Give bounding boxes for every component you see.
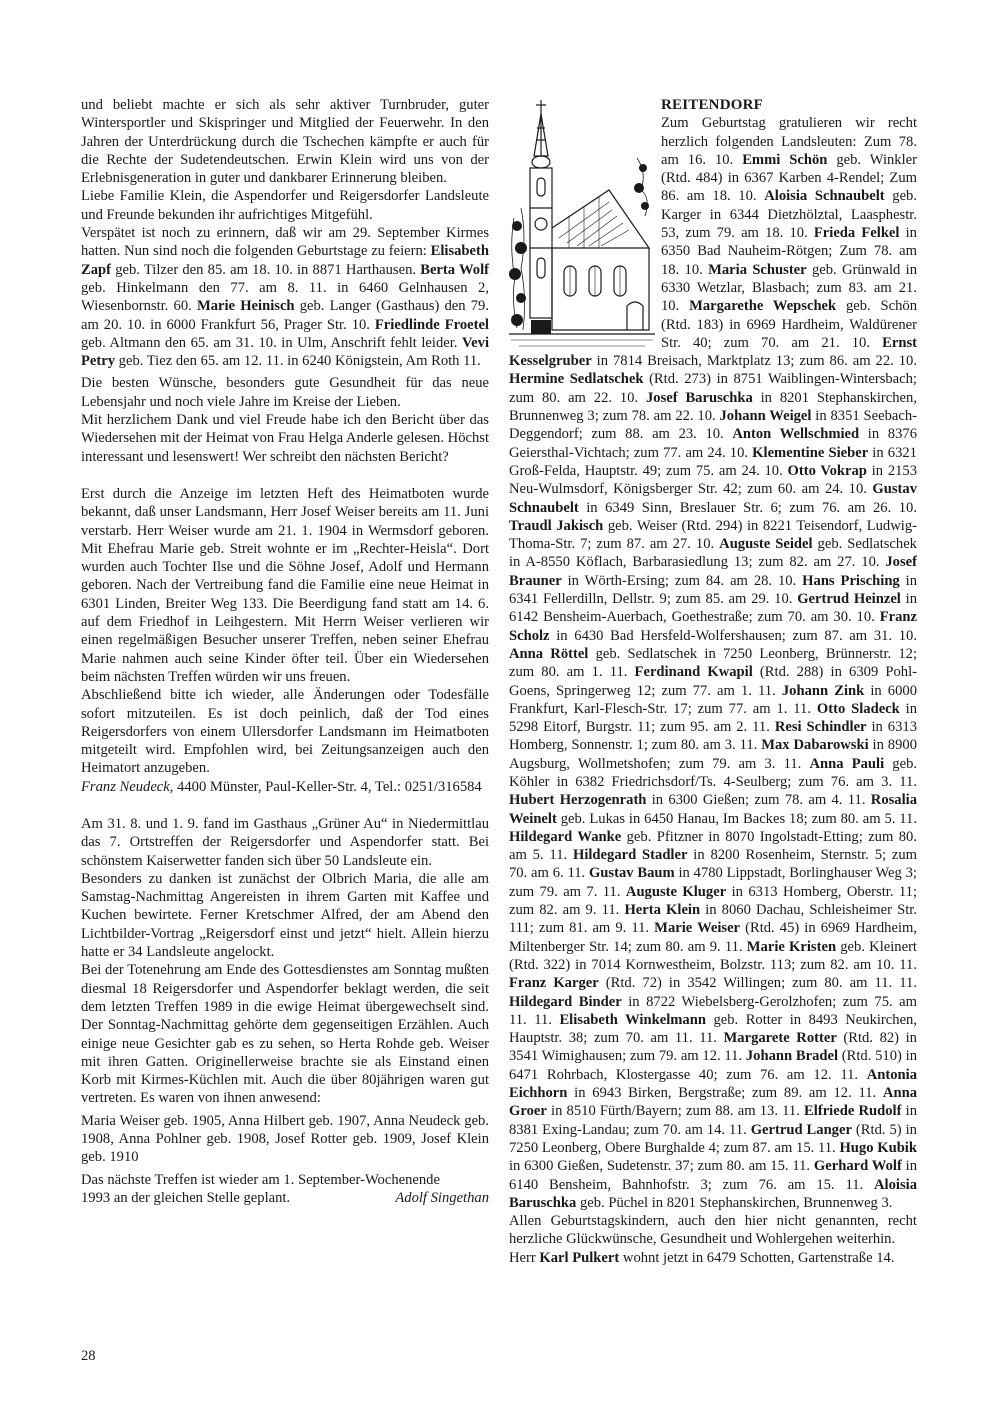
- person-name: Elisabeth Winkelmann: [559, 1011, 706, 1028]
- paragraph-closing-wishes: Allen Geburtstagskindern, auch den hier nicht genannten, recht herzliche Glückwünsche, Gesundheit und Wohlergehen weiterhin.: [509, 1213, 917, 1248]
- person-name: Anna Röttel: [509, 645, 589, 662]
- person-name: Franz Karger: [509, 975, 599, 992]
- paragraph-thanks: Mit herzlichem Dank und viel Freude habe ich den Bericht über das Wiedersehen mit der Heimat von Frau Helga Anderle gelesen. Höchst interessant und lesenswert! Wer schreibt den nächsten Bericht?: [81, 412, 489, 465]
- birthday-entry-text: in 8201 Stephanskirchen, Brunnenweg 3; zum 78. am 22. 10.: [509, 389, 917, 425]
- person-name: Resi Schindler: [774, 719, 867, 736]
- birthday-entry-text: geb. Grünwald in 6330 Wetzlar, Blasbach; zum 83. am 21. 10.: [661, 261, 917, 315]
- birthday-entry-text: in 6142 Bensheim-Auerbach, Goethestraße; zum 70. am 30. 10.: [509, 591, 917, 626]
- birthday-entry-text: in 2153 Neu-Wulmsdorf, Königsberger Str. 42; zum 60. am 24. 10.: [509, 462, 918, 498]
- left-column: [81, 96, 489, 1207]
- birthday-entry-text: (Rtd. 72) in 3542 Willingen; zum 80. am 11. 11.: [598, 975, 917, 992]
- birthday-entry-text: geb. Rotter in 8493 Neukirchen, Hauptstr. 38; zum 70. am 11. 11.: [509, 1011, 917, 1047]
- person-name: Klementine Sieber: [752, 444, 869, 461]
- page-number: 28: [81, 1348, 96, 1364]
- person-name: Berta Wolf: [420, 261, 489, 278]
- person-name: Max Dabarowski: [761, 737, 869, 754]
- right-column: [509, 96, 917, 1267]
- person-name: Hermine Sedlatschek: [509, 371, 644, 388]
- person-name: Herta Klein: [624, 902, 701, 919]
- person-name: Franz Scholz: [509, 609, 917, 644]
- person-name: Otto Vokrap: [787, 462, 867, 479]
- birthday-entry-text: in 4780 Lippstadt, Borlinghauser Weg 3; zum 79. am 7. 11.: [509, 865, 917, 900]
- paragraph-kirmes-birthdays: Verspätet ist noch zu erinnern, daß wir am 29. September Kirmes hatten. Nun sind noch die folgenden Geburtstage zu feiern: Elisabeth Zapf geb. Tilzer den 85. am 18. 10. in 8871 Harthausen. Berta Wolf geb. Hinkelmann den 77. am 8. 11. in 6460 Gelnhausen 2, Wiesenbornstr. 60. Marie Heinisch geb. Langer (Gasthaus) den 79. am 20. 10. in 6000 Frankfurt 56, Prager Str. 10. Friedlinde Froetel geb. Altmann den 65. am 31. 10. in Ulm, Anschrift fehlt leider. Vevi Petry geb. Tiez den 65. am 12. 11. in 6240 Königstein, Am Roth 11.: [81, 225, 489, 370]
- birthday-entry-text: (Rtd. 288) in 6309 Pohl-Goens, Springerweg 12; zum 77. am 1. 11.: [509, 664, 918, 699]
- birthday-entry-text: in 8722 Wiebelsberg-Gerolzhofen; zum 75. am 11. 11.: [509, 993, 917, 1028]
- paragraph-thanks-olbrich: Besonders zu danken ist zunächst der Olbrich Maria, die alle am Samstag-Nachmittag Angereisten in ihrem Garten mit Kaffee und Kuchen bewirtete. Ferner Kretschmer Alfred, der am Abend den Lichtbilder-Vortrag „Reigersdorf einst und jetzt“ hielt. Allein hierzu hatte er 34 Landsleute angelockt.: [81, 870, 489, 961]
- paragraph-condolence: Liebe Familie Klein, die Aspendorfer und Reigersdorfer Landsleute und Freunde bekunden ihr aufrichtiges Mitgefühl.: [81, 188, 489, 223]
- birthday-entry-text: (Rtd. 273) in 8751 Waiblingen-Wintersbach; zum 80. am 22. 10.: [509, 371, 917, 406]
- birthday-entry-text: (Rtd. 5) in 7250 Leonberg, Obere Burghalde 4; zum 87. am 15. 11.: [509, 1121, 917, 1156]
- birthday-entry-text: in 5298 Eitorf, Burgstr. 11; zum 95. am 2. 11.: [509, 700, 918, 736]
- person-name: Hubert Herzogenrath: [509, 792, 647, 809]
- section-heading-reitendorf: REITENDORF: [661, 97, 764, 113]
- birthday-entry-text: in 6943 Birken, Bergstraße; zum 89. am 12. 11.: [567, 1085, 883, 1102]
- person-name: Hildegard Binder: [509, 993, 622, 1010]
- birthday-entry-text: geb. Schön (Rtd. 183) in 6969 Hardheim, Waldürener Str. 40; zum 70. am 21. 10.: [661, 298, 917, 351]
- birthday-entry-text: in Wörth-Ersing; zum 84. am 28. 10.: [561, 572, 803, 589]
- person-name: Auguste Kluger: [625, 883, 727, 900]
- birthday-entry-text: in 8376 Geiersthal-Vichtach; zum 77. am 24. 10.: [509, 426, 917, 461]
- birthday-entry-text: in 6341 Fellerdilln, Dellstr. 9; zum 85. am 29. 10.: [509, 572, 918, 608]
- birthday-entry-text: geb. Sedlatschek in 7250 Leonberg, Brünnerstr. 12; zum 80. am 1. 11.: [509, 645, 917, 681]
- paragraph-wishes: Die besten Wünsche, besonders gute Gesundheit für das neue Lebensjahr und noch viele Jahre im Kreise der Lieben.: [81, 375, 489, 410]
- paragraph-new-address: Herr Karl Pulkert wohnt jetzt in 6479 Schotten, Gartenstraße 14.: [509, 1249, 895, 1266]
- birthday-entry-text: in 6313 Homberg, Sonnenstr. 1; zum 80. am 3. 11.: [509, 719, 917, 754]
- paragraph-ortstreffen: Am 31. 8. und 1. 9. fand im Gasthaus „Grüner Au“ in Niedermittlau das 7. Ortstreffen der Reigersdorfer und Aspendorfer statt. Bei schönstem Kaiserwetter fanden sich über 50 Landsleute ein.: [81, 815, 489, 869]
- person-name: Friedlinde Froetel: [374, 316, 489, 333]
- birthday-entry-text: in 6430 Bad Hersfeld-Wolfershausen; zum 87. am 31. 10.: [549, 627, 917, 644]
- author-signature-singethan: Adolf Singethan: [395, 1189, 489, 1206]
- birthday-entry-text: in 6140 Bensheim, Bahnhofstr. 3; zum 76. am 15. 11.: [509, 1158, 917, 1193]
- person-name: Otto Sladeck: [816, 700, 900, 717]
- person-name: Ernst Kesselgruber: [509, 334, 917, 370]
- person-name: Ferdinand Kwapil: [634, 664, 753, 681]
- birthday-entry-text: geb. Winkler (Rtd. 484) in 6367 Karben 4-Rendel; Zum 86. am 18. 10.: [661, 151, 917, 205]
- birthday-entry-text: in 6300 Gießen; zum 78. am 4. 11.: [646, 792, 871, 809]
- paragraph-next-meeting: Das nächste Treffen ist wieder am 1. September-Wochenende 1993 an der gleichen Stelle geplant. Adolf Singethan: [81, 1171, 489, 1206]
- person-name: Hans Prisching: [802, 572, 900, 589]
- person-name: Margarethe Wepschek: [689, 298, 837, 315]
- person-name: Aloisia Baruschka: [509, 1176, 917, 1211]
- birthday-entry-text: in 8351 Seebach-Deggendorf; zum 88. am 23. 10.: [509, 408, 917, 443]
- person-name: Rosalia Weinelt: [509, 792, 917, 827]
- birthday-entry-text: in 6350 Bad Nauheim-Rötgen; Zum 78. am 18. 10.: [661, 225, 917, 278]
- person-name: Frieda Felkel: [813, 225, 900, 242]
- person-name: Josef Brauner: [509, 554, 917, 589]
- person-name: Gustav Baum: [588, 865, 675, 882]
- person-name: Gertrud Heinzel: [797, 591, 901, 608]
- person-name: Johann Zink: [781, 682, 865, 699]
- person-name: Emmi Schön: [742, 151, 828, 168]
- person-name: Gerhard Wolf: [813, 1158, 902, 1175]
- birthday-entry-text: in 8510 Fürth/Bayern; zum 88. am 13. 11.: [546, 1103, 805, 1120]
- birthday-entry-text: in 8060 Dachau, Schleisheimer Str. 111; zum 81. am 9. 11.: [509, 902, 917, 937]
- author-signature-neudeck: Franz Neudeck, 4400 Münster, Paul-Keller-Str. 4, Tel.: 0251/316584: [81, 778, 482, 795]
- birthday-entry-text: in 6313 Homberg, Oberstr. 11; zum 82. am 9. 11.: [509, 883, 917, 919]
- person-name: Elisabeth Zapf: [81, 243, 489, 278]
- birthday-entry-text: geb. Lukas in 6450 Hanau, Im Backes 18; zum 80. am 5. 11.: [556, 810, 917, 827]
- person-name: Hildegard Stadler: [572, 847, 688, 864]
- church-illustration: [509, 98, 655, 350]
- person-name: Aloisia Schnaubelt: [764, 188, 885, 205]
- person-name: Johann Bradel: [745, 1048, 839, 1065]
- paragraph-totenehrung: Bei der Totenehrung am Ende des Gottesdienstes am Sonntag mußten diesmal 18 Reigersdorfer und Aspendorfer beklagt werden, die seit dem letzten Treffen 1989 in die ewige Heimat übergewechselt sind. Der Sonntag-Nachmittag gehörte dem gegenseitigen Erzählen. Auch einige neue Gesichter gab es zu sehen, so Herta Rohde geb. Weiser mit ihren Gatten. Originellerweise brachte sie als Einstand einen Korb mit Kirmes-Küchlen mit. Auch die über 80jährigen waren gut vertreten. Es waren von ihnen anwesend:: [81, 962, 489, 1107]
- person-name: Gustav Schnaubelt: [509, 481, 917, 516]
- birthday-entry-text: in 8900 Augsburg, Wollmetshofen; zum 79. am 3. 11.: [509, 737, 917, 772]
- paragraph-attendees: Maria Weiser geb. 1905, Anna Hilbert geb. 1907, Anna Neudeck geb. 1908, Anna Pohlner geb. 1908, Josef Rotter geb. 1909, Josef Klein geb. 1910: [81, 1112, 489, 1166]
- paragraph-weiser-obituary: Erst durch die Anzeige im letzten Heft des Heimatboten wurde bekannt, daß unser Landsmann, Herr Josef Weiser bereits am 11. Juni verstarb. Herr Weiser wurde am 21. 1. 1904 in Wermsdorf geboren. Mit Ehefrau Marie geb. Streit wohnte er im „Rechter-Heisla“. Dort wurden auch Tochter Ilse und die Söhne Josef, Adolf und Hermann geboren. Nach der Vertreibung fand die Familie eine neue Heimat in 6301 Linden, Breiter Weg 133. Die Beerdigung fand statt am 14. 6. auf dem Friedhof in Leihgestern. Mit Herrn Weiser verlieren wir einen regelmäßigen Besucher unserer Treffen, neben seiner Ehefrau Marie nahmen auch seine Kinder öfter teil. Über ein Wiedersehen beim nächsten Treffen würden wir uns freuen.: [81, 485, 489, 685]
- person-name: Anton Wellschmied: [732, 426, 860, 443]
- birthday-entry-text: geb. Karger in 6344 Dietzhölztal, Laasphestr. 53, zum 79. am 18. 10.: [661, 188, 917, 242]
- person-name: Maria Schuster: [708, 261, 807, 278]
- person-name: Anna Pauli: [809, 755, 885, 772]
- birthday-entry-text: geb. Köhler in 6382 Friedrichsdorf/Ts. 4-Seulberg; zum 76. am 3. 11.: [509, 755, 918, 790]
- person-name: Gertrud Langer: [750, 1121, 852, 1138]
- birthday-entry-text: geb. Kleinert (Rtd. 322) in 7014 Kornwestheim, Bolzstr. 113; zum 82. am 10. 11.: [509, 938, 917, 973]
- paragraph-request: Abschließend bitte ich wieder, alle Änderungen oder Todesfälle sofort mitzuteilen. Es ist doch peinlich, daß der Tod eines Reigersdorfers von einem Ullersdorfer Landsmann im Heimatboten mitgeteilt wird. Empfohlen wird, bei Zeitungsanzeigen auch den Heimatort anzugeben.: [81, 687, 489, 777]
- person-name: Antonia Eichhorn: [509, 1066, 917, 1102]
- birthday-list: Zum Geburtstag gratulieren wir recht herzlich folgenden Landsleuten: Zum 78. am 16. 10. Emmi Schön geb. Winkler (Rtd. 484) in 6367 Karben 4-Rendel; Zum 86. am 18. 10. Aloisia Schnaubelt geb. Karger in 6344 Dietzhölztal, Laasphestr. 53, zum 79. am 18. 10. Frieda Felkel in 6350 Bad Nauheim-Rötgen; Zum 78. am 18. 10. Maria Schuster geb. Grünwald in 6330 Wetzlar, Blasbach; zum 83. am 21. 10. Margarethe Wepschek geb. Schön (Rtd. 183) in 6969 Hardheim, Waldürener Str. 40; zum 70. am 21. 10. Ernst Kesselgruber in 7814 Breisach, Marktplatz 13; zum 86. am 22. 10. Hermine Sedlatschek (Rtd. 273) in 8751 Waiblingen-Wintersbach; zum 80. am 22. 10. Josef Baruschka in 8201 Stephanskirchen, Brunnenweg 3; zum 78. am 22. 10. Johann Weigel in 8351 Seebach-Deggendorf; zum 88. am 23. 10. Anton Wellschmied in 8376 Geiersthal-Vichtach; zum 77. am 24. 10. Klementine Sieber in 6321 Groß-Felda, Hauptstr. 49; zum 75. am 24. 10. Otto Vokrap in 2153 Neu-Wulmsdorf, Königsberger Str. 42; zum 60. am 24. 10. Gustav Schnaubelt in 6349 Sinn, Breslauer Str. 6; zum 76. am 26. 10. Traudl Jakisch geb. Weiser (Rtd. 294) in 8221 Teisendorf, Ludwig-Thoma-Str. 7; zum 87. am 27. 10. Auguste Seidel geb. Sedlatschek in A-8550 Köflach, Barbarasiedlung 13; zum 82. am 27. 10. Josef Brauner in Wörth-Ersing; zum 84. am 28. 10. Hans Prisching in 6341 Fellerdilln, Dellstr. 9; zum 85. am 29. 10. Gertrud Heinzel in 6142 Bensheim-Auerbach, Goethestraße; zum 70. am 30. 10. Franz Scholz in 6430 Bad Hersfeld-Wolfershausen; zum 87. am 31. 10. Anna Röttel geb. Sedlatschek in 7250 Leonberg, Brünnerstr. 12; zum 80. am 1. 11. Ferdinand Kwapil (Rtd. 288) in 6309 Pohl-Goens, Springerweg 12; zum 77. am 1. 11. Johann Zink in 6000 Frankfurt, Karl-Flesch-Str. 17; zum 77. am 1. 11. Otto Sladeck in 5298 Eitorf, Burgstr. 11; zum 95. am 2. 11. Resi Schindler in 6313 Homberg, Sonnenstr. 1; zum 80. am 3. 11. Max Dabarowski in 8900 Augsburg, Wollmetshofen; zum 79. am 3. 11. Anna Pauli geb. Köhler in 6382 Friedrichsdorf/Ts. 4-Seulberg; zum 76. am 3. 11. Hubert Herzogenrath in 6300 Gießen; zum 78. am 4. 11. Rosalia Weinelt geb. Lukas in 6450 Hanau, Im Backes 18; zum 80. am 5. 11. Hildegard Wanke geb. Pfitzner in 8070 Ingolstadt-Etting; zum 80. am 5. 11. Hildegard Stadler in 8200 Rosenheim, Sternstr. 5; zum 70. am 6. 11. Gustav Baum in 4780 Lippstadt, Borlinghauser Weg 3; zum 79. am 7. 11. Auguste Kluger in 6313 Homberg, Oberstr. 11; zum 82. am 9. 11. Herta Klein in 8060 Dachau, Schleisheimer Str. 111; zum 81. am 9. 11. Marie Weiser (Rtd. 45) in 6969 Hardheim, Miltenberger Str. 14; zum 80. am 9. 11. Marie Kristen geb. Kleinert (Rtd. 322) in 7014 Kornwestheim, Bolzstr. 113; zum 82. am 10. 11. Franz Karger (Rtd. 72) in 3542 Willingen; zum 80. am 11. 11. Hildegard Binder in 8722 Wiebelsberg-Gerolzhofen; zum 75. am 11. 11. Elisabeth Winkelmann geb. Rotter in 8493 Neukirchen, Hauptstr. 38; zum 70. am 11. 11. Margarete Rotter (Rtd. 82) in 3541 Wimighausen; zum 79. am 12. 11. Johann Bradel (Rtd. 510) in 6471 Rohrbach, Klostergasse 40; zum 76. am 12. 11. Antonia Eichhorn in 6943 Birken, Bergstraße; zum 89. am 12. 11. Anna Groer in 8510 Fürth/Bayern; zum 88. am 13. 11. Elfriede Rudolf in 8381 Exing-Landau; zum 70. am 14. 11. Gertrud Langer (Rtd. 5) in 7250 Leonberg, Obere Burghalde 4; zum 87. am 15. 11. Hugo Kubik in 6300 Gießen, Sudetenstr. 37; zum 80. am 15. 11. Gerhard Wolf in 6140 Bensheim, Bahnhofstr. 3; zum 76. am 15. 11. Aloisia Baruschka geb. Püchel in 8201 Stephanskirchen, Brunnenweg 3.: [509, 115, 918, 1211]
- person-name: Johann Weigel: [719, 408, 812, 425]
- birthday-entry-text: (Rtd. 82) in 3541 Wimighausen; zum 79. am 12. 11.: [509, 1030, 917, 1065]
- person-name: Elfriede Rudolf: [804, 1103, 902, 1120]
- birthday-entry-text: in 7814 Breisach, Marktplatz 13; zum 86. am 22. 10.: [591, 353, 917, 370]
- person-name: Margarete Rotter: [723, 1030, 837, 1047]
- birthday-entry-text: in 6349 Sinn, Breslauer Str. 6; zum 76. am 26. 10.: [578, 499, 917, 516]
- person-name: Marie Weiser: [654, 920, 741, 937]
- birthday-entry-text: geb. Pfitzner in 8070 Ingolstadt-Etting; zum 80. am 5. 11.: [509, 828, 917, 864]
- person-name: Anna Groer: [509, 1085, 917, 1120]
- person-name: Marie Heinisch: [196, 298, 295, 315]
- person-name: Traudl Jakisch: [509, 517, 604, 534]
- birthday-entry-text: in 8381 Exing-Landau; zum 70. am 14. 11.: [509, 1103, 918, 1138]
- birthday-entry-text: in 6321 Groß-Felda, Hauptstr. 49; zum 75. am 24. 10.: [509, 444, 917, 479]
- person-name: Hugo Kubik: [839, 1139, 917, 1156]
- person-name: Vevi Petry: [81, 334, 489, 370]
- birthday-entry-text: geb. Weiser (Rtd. 294) in 8221 Teisendorf, Ludwig-Thoma-Str. 7; zum 87. am 27. 10.: [509, 517, 917, 553]
- birthday-entry-text: in 8200 Rosenheim, Sternstr. 5; zum 70. am 6. 11.: [509, 847, 918, 882]
- person-name: Hildegard Wanke: [509, 828, 622, 845]
- birthday-entry-text: (Rtd. 510) in 6471 Rohrbach, Klostergasse 40; zum 76. am 12. 11.: [509, 1048, 917, 1083]
- birthday-entry-text: in 6300 Gießen, Sudetenstr. 37; zum 80. am 15. 11.: [509, 1158, 814, 1175]
- birthday-entry-text: geb. Sedlatschek in A-8550 Köflach, Barbarasiedlung 13; zum 82. am 27. 10.: [509, 536, 917, 571]
- person-name: Karl Pulkert: [539, 1249, 620, 1266]
- person-name: Josef Baruschka: [645, 389, 753, 406]
- birthday-entry-text: in 6000 Frankfurt, Karl-Flesch-Str. 17; zum 77. am 1. 11.: [509, 682, 917, 717]
- person-name: Marie Kristen: [746, 938, 837, 955]
- birthday-entry-text: (Rtd. 45) in 6969 Hardheim, Miltenberger Str. 14; zum 80. am 9. 11.: [509, 920, 917, 955]
- paragraph-klein-obituary-end: und beliebt machte er sich als sehr aktiver Turnbruder, guter Wintersportler und Skispringer und Mitglied der Feuerwehr. In den Jahren der Unterdrückung durch die Tschechen kämpfte er auch für die Rechte der Sudetendeutschen. Erwin Klein wird uns von der Erlebnisgeneration in guter und dankbarer Erinnerung bleiben.: [81, 97, 489, 187]
- person-name: Auguste Seidel: [719, 536, 813, 553]
- birthday-entry-text: geb. Püchel in 8201 Stephanskirchen, Brunnenweg 3.: [576, 1194, 893, 1211]
